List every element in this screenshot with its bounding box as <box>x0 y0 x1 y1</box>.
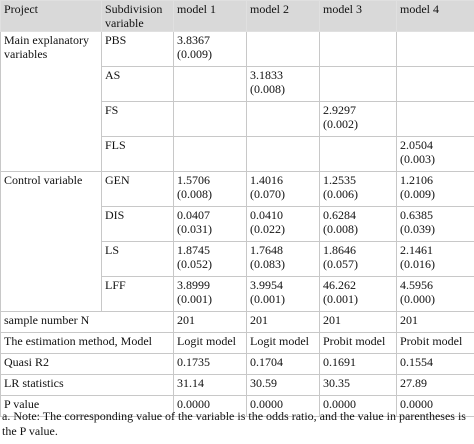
cell-pbs-m2 <box>247 32 320 67</box>
cell-ls-m4: 2.1461 (0.016) <box>397 242 474 277</box>
table-row-gen <box>1 172 474 207</box>
cell-as-m2: 3.1833 (0.008) <box>247 67 320 102</box>
cell-fls-m4: 2.0504 (0.003) <box>397 137 474 172</box>
cell-method-m1: Logit model <box>174 333 247 354</box>
cell-fls-m1 <box>174 137 247 172</box>
header-model-2: model 2 <box>247 1 320 32</box>
group-control-variable: Control variable <box>1 172 102 312</box>
cell-dis-m2: 0.0410 (0.022) <box>247 207 320 242</box>
cell-as-m3 <box>320 67 397 102</box>
row-label-pbs: PBS <box>102 32 174 67</box>
table-row-quasi-r2 <box>1 354 474 375</box>
row-label-ls: LS <box>102 242 174 277</box>
cell-lff-m1: 3.8999 (0.001) <box>174 277 247 312</box>
cell-p-m4: 0.0000 <box>397 396 474 417</box>
cell-pbs-m3 <box>320 32 397 67</box>
cell-fs-m3: 2.9297 (0.002) <box>320 102 397 137</box>
table-header-row <box>1 1 474 32</box>
cell-ls-m2: 1.7648 (0.083) <box>247 242 320 277</box>
cell-p-m3: 0.0000 <box>320 396 397 417</box>
table-row-sample-number <box>1 312 474 333</box>
row-label-lr-statistics: LR statistics <box>1 375 174 396</box>
cell-n-m3: 201 <box>320 312 397 333</box>
cell-n-m4: 201 <box>397 312 474 333</box>
row-label-fls: FLS <box>102 137 174 172</box>
cell-gen-m2: 1.4016 (0.070) <box>247 172 320 207</box>
cell-method-m3: Probit model <box>320 333 397 354</box>
row-label-as: AS <box>102 67 174 102</box>
header-model-1: model 1 <box>174 1 247 32</box>
header-model-4: model 4 <box>397 1 474 32</box>
table-row-pbs <box>1 32 474 67</box>
cell-p-m1: 0.0000 <box>174 396 247 417</box>
row-label-dis: DIS <box>102 207 174 242</box>
cell-method-m2: Logit model <box>247 333 320 354</box>
row-label-fs: FS <box>102 102 174 137</box>
row-label-quasi-r2: Quasi R2 <box>1 354 174 375</box>
cell-method-m4: Probit model <box>397 333 474 354</box>
cell-r2-m4: 0.1554 <box>397 354 474 375</box>
cell-lr-m3: 30.35 <box>320 375 397 396</box>
cell-lr-m1: 31.14 <box>174 375 247 396</box>
header-model-3: model 3 <box>320 1 397 32</box>
table-row-lr-statistics <box>1 375 474 396</box>
table-row-estimation-method <box>1 333 474 354</box>
group-main-explanatory: Main explanatory variables <box>1 32 102 172</box>
cell-gen-m3: 1.2535 (0.006) <box>320 172 397 207</box>
cell-fls-m2 <box>247 137 320 172</box>
cell-lff-m4: 4.5956 (0.000) <box>397 277 474 312</box>
cell-fls-m3 <box>320 137 397 172</box>
cell-dis-m3: 0.6284 (0.008) <box>320 207 397 242</box>
row-label-p-value: P value <box>1 396 174 417</box>
table-footnote: a. Note: The corresponding value of the variable is the odds ratio, and the value in parentheses is the P value. <box>2 409 466 438</box>
row-label-lff: LFF <box>102 277 174 312</box>
cell-p-m2: 0.0000 <box>247 396 320 417</box>
cell-fs-m1 <box>174 102 247 137</box>
cell-pbs-m1: 3.8367 (0.009) <box>174 32 247 67</box>
cell-r2-m1: 0.1735 <box>174 354 247 375</box>
cell-ls-m3: 1.8646 (0.057) <box>320 242 397 277</box>
cell-gen-m1: 1.5706 (0.008) <box>174 172 247 207</box>
cell-n-m2: 201 <box>247 312 320 333</box>
cell-as-m1 <box>174 67 247 102</box>
cell-r2-m3: 0.1691 <box>320 354 397 375</box>
header-project: Project <box>1 1 102 32</box>
cell-as-m4 <box>397 67 474 102</box>
row-label-sample-number: sample number N <box>1 312 174 333</box>
cell-lr-m2: 30.59 <box>247 375 320 396</box>
cell-lff-m3: 46.262 (0.001) <box>320 277 397 312</box>
cell-n-m1: 201 <box>174 312 247 333</box>
cell-gen-m4: 1.2106 (0.009) <box>397 172 474 207</box>
cell-r2-m2: 0.1704 <box>247 354 320 375</box>
cell-fs-m2 <box>247 102 320 137</box>
row-label-gen: GEN <box>102 172 174 207</box>
cell-lff-m2: 3.9954 (0.001) <box>247 277 320 312</box>
row-label-estimation-method: The estimation method, Model <box>1 333 174 354</box>
cell-fs-m4 <box>397 102 474 137</box>
cell-ls-m1: 1.8745 (0.052) <box>174 242 247 277</box>
cell-lr-m4: 27.89 <box>397 375 474 396</box>
header-subdivision: Subdivision variable <box>102 1 174 32</box>
cell-dis-m4: 0.6385 (0.039) <box>397 207 474 242</box>
cell-dis-m1: 0.0407 (0.031) <box>174 207 247 242</box>
cell-pbs-m4 <box>397 32 474 67</box>
